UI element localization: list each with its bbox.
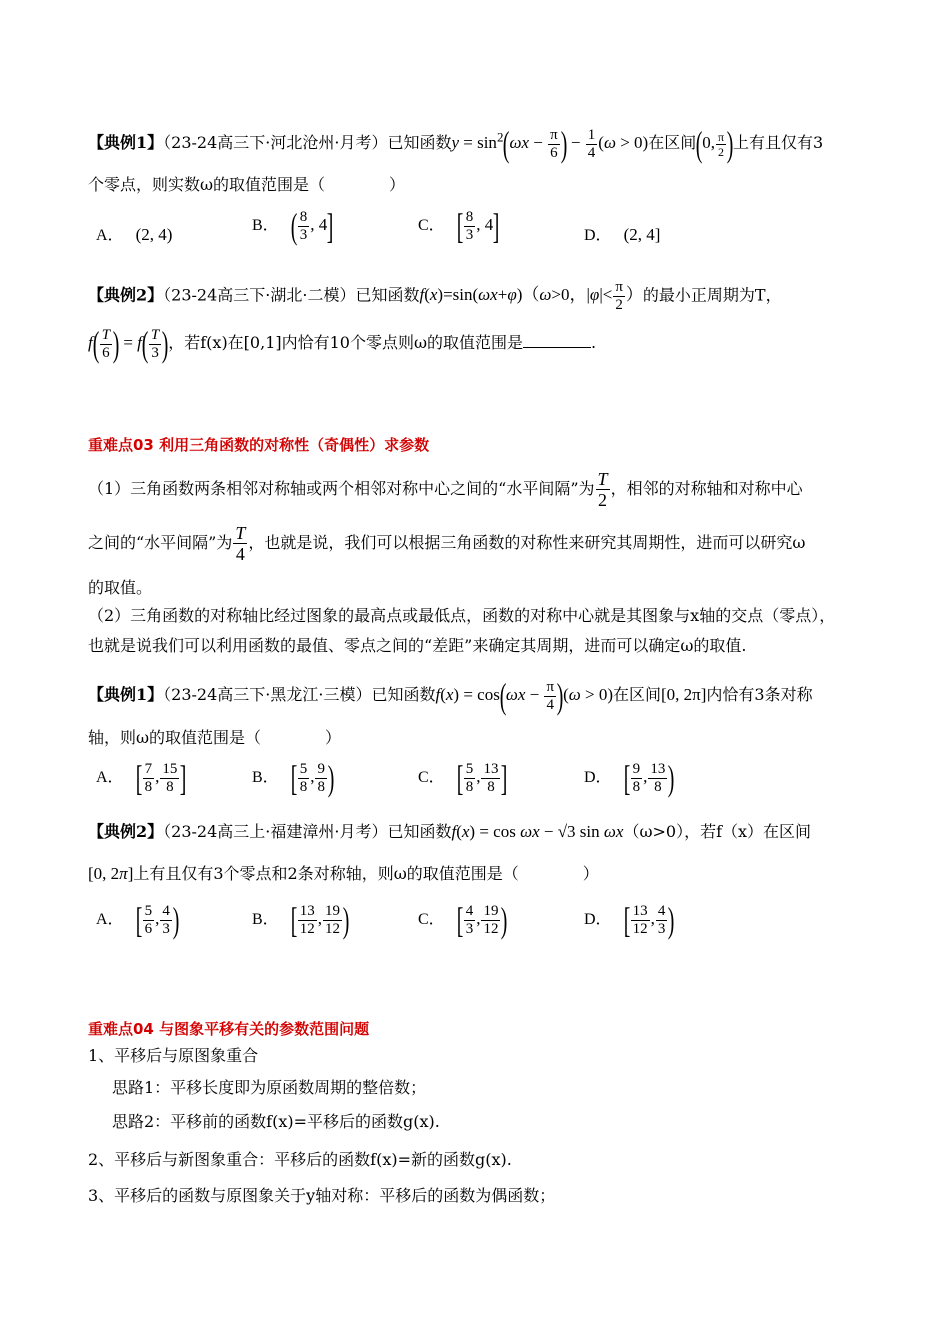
paragraph: 也就是说我们可以利用函数的最值、零点之间的“差距”来确定其周期，进而可以确定ω的取值.	[88, 636, 747, 655]
paragraph: （2）三角函数的对称轴比经过图象的最高点或最低点，函数的对称中心就是其图象与x轴的交点（零点），	[88, 606, 836, 625]
list-item: 1、平移后与原图象重合	[88, 1046, 259, 1065]
option-a[interactable]: A． (2, 4)	[96, 225, 173, 244]
list-item: 思路1：平移长度即为原函数周期的整倍数；	[112, 1078, 427, 1097]
paragraph: 的取值。	[88, 578, 153, 597]
list-item: 2、平移后与新图象重合：平移后的函数f(x)=新的函数g(x).	[88, 1150, 512, 1169]
option-a[interactable]: A． [ $\frac{7}{8}$ , $\frac{15}{8}$ ]	[96, 758, 187, 798]
option-a[interactable]: A． [ $\frac{5}{6}$ , $\frac{4}{3}$ )	[96, 900, 180, 940]
paragraph: 之间的“水平间隔”为 $\frac{T}{4}$ ，也就是说，我们可以根据三角函数的对称性来研究其周期性，进而可以研究ω	[88, 523, 806, 564]
answer-blank[interactable]	[523, 347, 591, 348]
formula: $y = \sin^2(\omega x$ − $\frac{\pi}{6}$ ) − $\frac{1}{4}$ (ω > 0)	[451, 124, 649, 164]
formula: f(x)=sin(ωx+φ)（ω>0，|φ|< $\frac{\pi}{2}$ ）	[419, 279, 643, 313]
option-b[interactable]: B． [ $\frac{5}{8}$ , $\frac{9}{8}$ )	[252, 758, 335, 798]
example-4-line-2: [0, 2π]上有且仅有3个零点和2条对称轴，则ω的取值范围是（ ）	[88, 864, 599, 883]
example-3-line-2: 轴，则ω的取值范围是（ ）	[88, 728, 342, 747]
option-c[interactable]: C． [ $\frac{4}{3}$ , $\frac{19}{12}$ )	[418, 900, 508, 940]
example-tag: 【典例1】	[88, 132, 164, 152]
interval: (0, $\frac{\pi}{2}$ )	[695, 124, 734, 164]
list-item: 3、平移后的函数与原图象关于y轴对称：平移后的函数为偶函数；	[88, 1186, 556, 1205]
example-2-line-2: f( $\frac{T}{6}$ ) = f( $\frac{T}{3}$ )，若f(x)在[0,1]内恰有10个零点则ω的取值范围是 .	[88, 324, 597, 364]
list-item: 思路2：平移前的函数f(x)=平移后的函数g(x).	[112, 1112, 440, 1131]
formula: f(x) = cos ωx − √3 sin ωx	[451, 822, 624, 841]
paragraph: （1）三角函数两条相邻对称轴或两个相邻对称中心之间的“水平间隔”为 $\frac{T}{2}$ ，相邻的对称轴和对称中心	[88, 469, 803, 510]
example-1-line-2: 个零点，则实数ω的取值范围是（ ）	[88, 175, 406, 194]
example-2-line-1: 【典例2】（23-24高三下·湖北·二模）已知函数f(x)=sin(ωx+φ)（ω>0，|φ|< $\frac{\pi}{2}$ ）的最小正周期为T，	[88, 279, 782, 313]
example-1-line-1: 【典例1】（23-24高三下·河北沧州·月考）已知函数$y = \sin^2(\omega x$ − $\frac{\pi}{6}$ ) − $\frac{1}{4}$ (ω > 0)在区间(0, $\frac{\pi}{2}$ )上有且仅有3	[88, 124, 824, 164]
formula: f(x) = cos(ωx − $\frac{\pi}{4}$ )(ω > 0)	[435, 676, 613, 716]
interval: [0, 2π]	[88, 864, 134, 883]
option-b[interactable]: B． ( $\frac{8}{3}$ , 4]	[252, 206, 334, 246]
option-b[interactable]: B． [ $\frac{13}{12}$ , $\frac{19}{12}$ )	[252, 900, 350, 940]
formula: f( $\frac{T}{6}$ ) = f( $\frac{T}{3}$ )	[88, 324, 169, 364]
example-3-line-1: 【典例1】（23-24高三下·黑龙江·三模）已知函数f(x) = cos(ωx − $\frac{\pi}{4}$ )(ω > 0)在区间[0, 2π]内恰有3条对称	[88, 676, 813, 716]
section-title: 重难点03 利用三角函数的对称性（奇偶性）求参数	[88, 436, 430, 454]
interval: [0, 2π]	[661, 684, 707, 704]
option-c[interactable]: C． [ $\frac{5}{8}$ , $\frac{13}{8}$ ]	[418, 758, 508, 798]
option-d[interactable]: D． (2, 4]	[584, 225, 661, 244]
example-4-line-1: 【典例2】（23-24高三上·福建漳州·月考）已知函数f(x) = cos ωx − √3 sin ωx（ω>0），若f（x）在区间	[88, 822, 812, 841]
section-title: 重难点04 与图象平移有关的参数范围问题	[88, 1020, 370, 1038]
option-c[interactable]: C． [ $\frac{8}{3}$ , 4]	[418, 206, 500, 246]
option-d[interactable]: D． [ $\frac{13}{12}$ , $\frac{4}{3}$ )	[584, 900, 675, 940]
option-d[interactable]: D． [ $\frac{9}{8}$ , $\frac{13}{8}$ )	[584, 758, 675, 798]
